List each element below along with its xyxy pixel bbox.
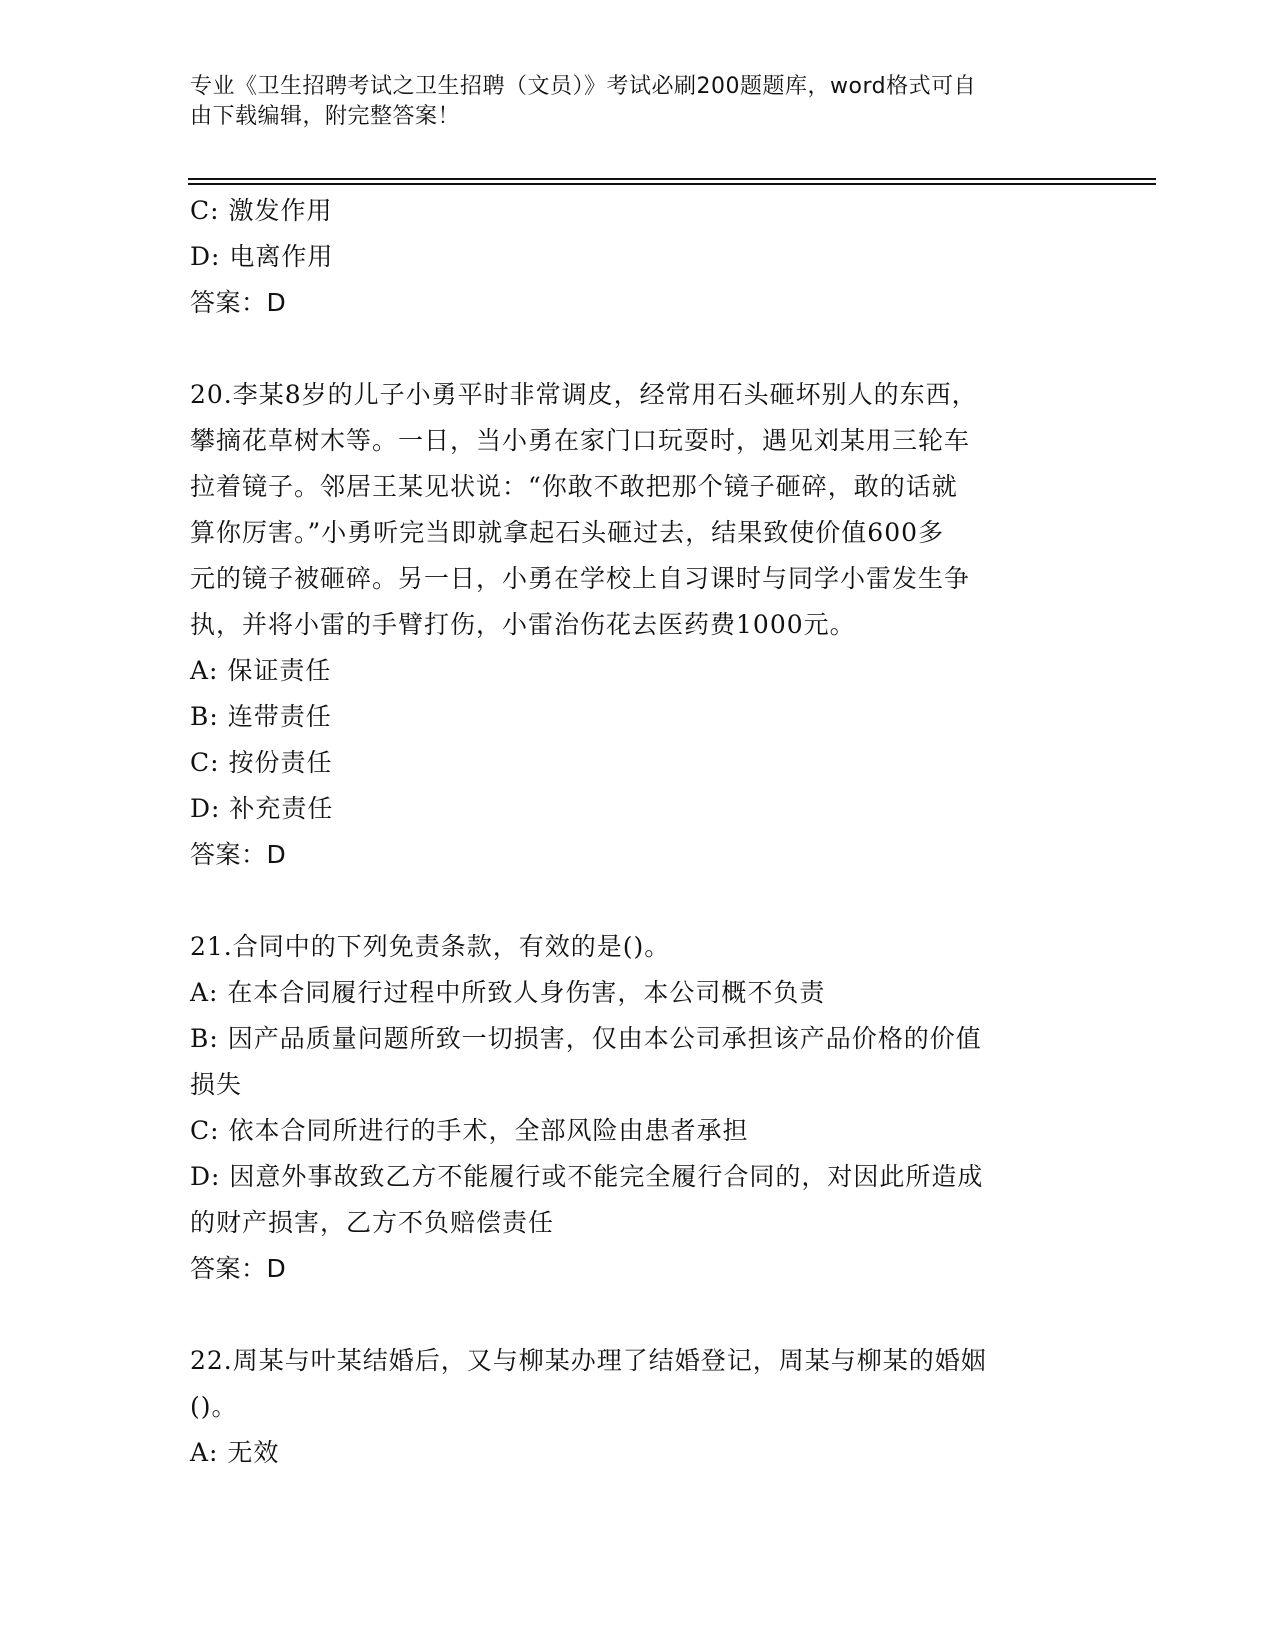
question-stem-line: 攀摘花草树木等。一日，当小勇在家门口玩耍时，遇见刘某用三轮车: [190, 426, 971, 455]
option-a: A: 无效: [190, 1438, 280, 1467]
option-d: D: 因意外事故致乙方不能履行或不能完全履行合同的，对因此所造成: [190, 1162, 984, 1191]
question-stem-line: 22.周某与叶某结婚后，又与柳某办理了结婚登记，周某与柳某的婚姻: [190, 1346, 987, 1375]
header-line-2: 由下载编辑，附完整答案！: [190, 104, 461, 129]
divider-line-bottom: [188, 183, 1156, 185]
spacer: [190, 878, 1080, 924]
option-c: C: 依本合同所进行的手术，全部风险由患者承担: [190, 1116, 749, 1145]
question-stem-line: 执，并将小雷的手臂打伤，小雷治伤花去医药费1000元。: [190, 610, 856, 639]
option-a: A: 保证责任: [190, 656, 332, 685]
question-stem-line: 拉着镜子。邻居王某见状说：“你敢不敢把那个镜子砸碎，敢的话就: [190, 472, 958, 501]
question-20: [190, 372, 1080, 878]
header-line-1: 专业《卫生招聘考试之卫生招聘（文员）》考试必刷200题题库，word格式可自: [190, 74, 977, 99]
option-c: C: 激发作用: [190, 196, 333, 225]
question-21: [190, 924, 1080, 1292]
question-stem-line: 20.李某8岁的儿子小勇平时非常调皮，经常用石头砸坏别人的东西，: [190, 380, 978, 409]
prev-question: [190, 188, 1080, 326]
option-b: B: 连带责任: [190, 702, 332, 731]
answer-line: 答案：D: [190, 288, 287, 317]
option-d: D: 补充责任: [190, 794, 334, 823]
question-content: [190, 188, 1080, 1476]
question-22: [190, 1338, 1080, 1476]
divider-line-top: [188, 178, 1156, 180]
header-divider: [188, 178, 1156, 185]
option-a: A: 在本合同履行过程中所致人身伤害，本公司概不负责: [190, 978, 826, 1007]
spacer: [190, 1292, 1080, 1338]
option-d: D: 电离作用: [190, 242, 334, 271]
question-stem-line: 元的镜子被砸碎。另一日，小勇在学校上自习课时与同学小雷发生争: [190, 564, 971, 593]
spacer: [190, 326, 1080, 372]
option-d-continued: 的财产损害，乙方不负赔偿责任: [190, 1208, 555, 1237]
answer-line: 答案：D: [190, 840, 287, 869]
page-header: [190, 72, 1070, 132]
option-b: B: 因产品质量问题所致一切损害，仅由本公司承担该产品价格的价值: [190, 1024, 982, 1053]
option-c: C: 按份责任: [190, 748, 333, 777]
option-b-continued: 损失: [190, 1070, 243, 1099]
question-stem-line: ()。: [190, 1392, 238, 1421]
question-stem-line: 21.合同中的下列免责条款，有效的是()。: [190, 932, 671, 961]
answer-line: 答案：D: [190, 1254, 287, 1283]
question-stem-line: 算你厉害。”小勇听完当即就拿起石头砸过去，结果致使价值600多: [190, 518, 945, 547]
